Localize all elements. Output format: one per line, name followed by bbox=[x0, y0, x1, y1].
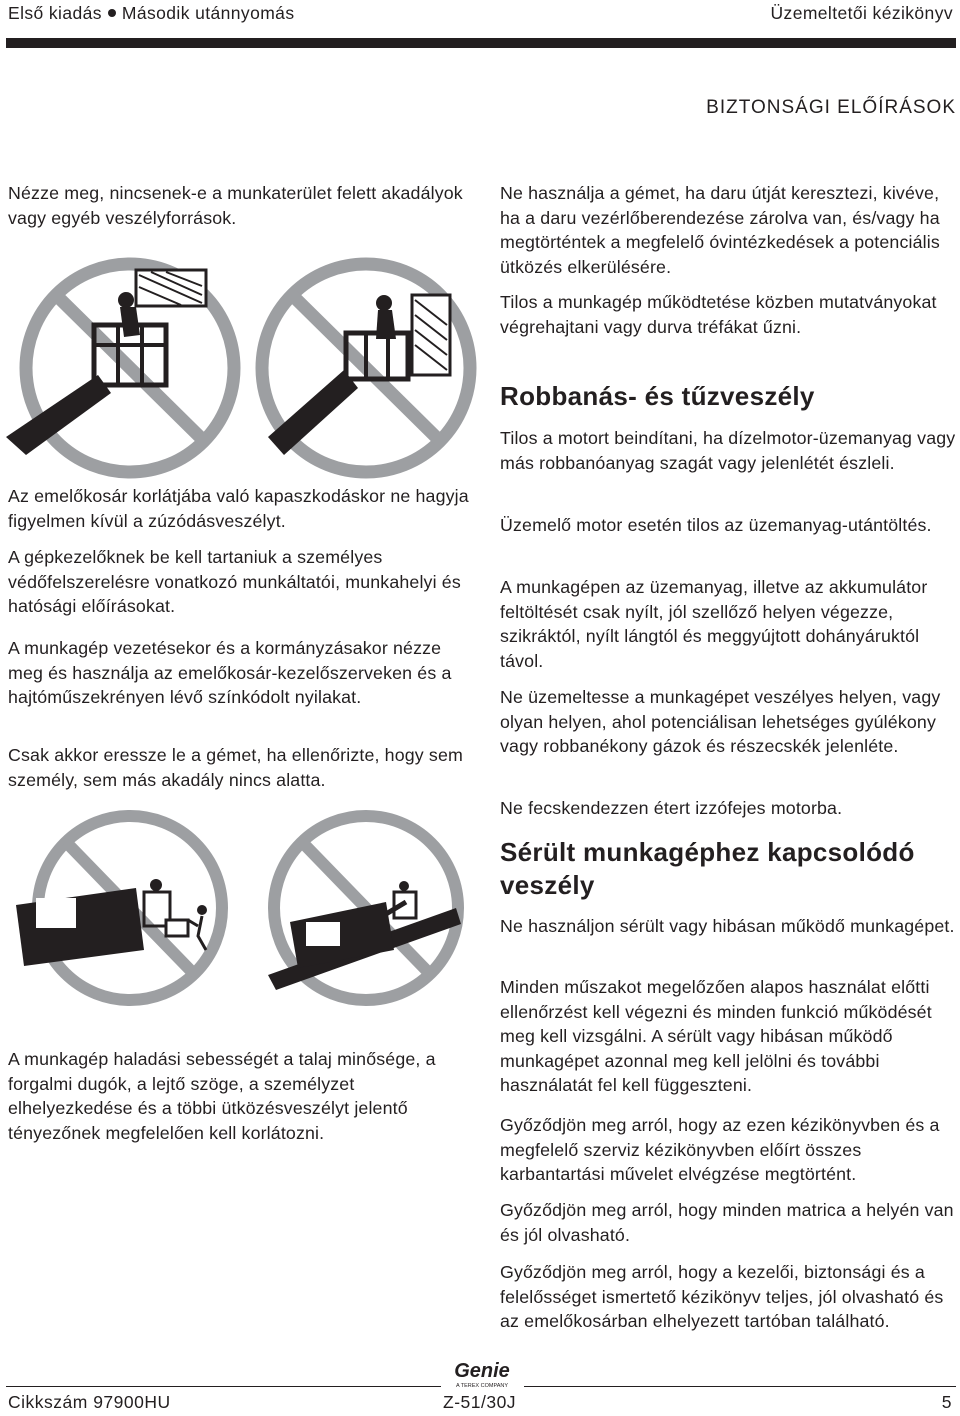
genie-logo bbox=[445, 1358, 520, 1392]
header-edition-reprint: Második utánnyomás bbox=[121, 3, 295, 23]
section-title: BIZTONSÁGI ELŐÍRÁSOK bbox=[706, 97, 956, 118]
paragraph-pre-start-inspection: Minden műszakot megelőzően alapos használat előtti ellenőrzést kell végezni és minden funkció működését meg kell vizsgálni. A sérült vagy hibásan működő munkagépet azonnal meg kell jelölni és további használatát fel kell függeszteni. bbox=[500, 977, 932, 1096]
footer-rule-left bbox=[6, 1386, 441, 1387]
paragraph-protective-equipment: A gépkezelőknek be kell tartaniuk a személyes védőfelszerelésre vonatkozó munkáltatói, munkahelyi és hatósági előírásokat. bbox=[8, 547, 461, 617]
header-edition bbox=[8, 3, 294, 24]
heading-explosion-fire: Robbanás- és tűzveszély bbox=[500, 381, 815, 411]
paragraph-no-damaged-use: Ne használjon sérült vagy hibásan működő munkagépet. bbox=[500, 916, 955, 936]
logo-subline: A TEREX COMPANY bbox=[455, 1383, 509, 1389]
paragraph-railing-crush: Az emelőkosár korlátjába való kapaszkodáskor ne hagyja figyelmen kívül a zúzódásveszélyt. bbox=[8, 486, 469, 531]
paragraph-color-arrows: A munkagép vezetésekor és a kormányzásakor nézze meg és használja az emelőkosár-kezelőszerveken és a hajtóműszekrényen lévő színkódolt nyilakat. bbox=[8, 638, 452, 708]
travel-hazard-illustration bbox=[6, 810, 501, 1015]
paragraph-no-ether: Ne fecskendezzen étert izzófejes motorba. bbox=[500, 798, 843, 818]
paragraph-hazardous-location: Ne üzemeltesse a munkagépet veszélyes helyen, vagy olyan helyen, ahol potenciálisan lehetséges gyúlékony vagy robbanékony gázok és részecskék jelenléte. bbox=[500, 687, 941, 757]
paragraph-no-refuel: Üzemelő motor esetén tilos az üzemanyag-utántöltés. bbox=[500, 515, 932, 535]
paragraph-no-stunts: Tilos a munkagép működtetése közben mutatványokat végrehajtani vagy durva tréfákat űzni. bbox=[500, 292, 937, 337]
paragraph-crane-path: Ne használja a gémet, ha daru útját keresztezi, kivéve, ha a daru vezérlőberendezése zárolva van, és/vagy ha megtörténtek a megfelelő óvintézkedések a potenciális ütközés elkerülésére. bbox=[500, 183, 940, 277]
crush-hazard-illustration bbox=[6, 255, 501, 485]
paragraph-manual-complete: Győződjön meg arról, hogy a kezelői, biztonsági és a felelősséget ismertető kézikönyv teljes, jól olvasható és az emelőkosárban elhelyezett tartóban található. bbox=[500, 1262, 944, 1332]
heading-damaged-machine: Sérült munkagéphez kapcsolódó veszély bbox=[500, 837, 915, 900]
footer-model: Z-51/30J bbox=[443, 1392, 517, 1412]
header-edition-first: Első kiadás bbox=[8, 3, 102, 23]
paragraph-overhead-check: Nézze meg, nincsenek-e a munkaterület felett akadályok vagy egyéb veszélyforrások. bbox=[8, 183, 463, 228]
crushed-worker-in-basket-icon bbox=[6, 270, 206, 455]
paragraph-ventilated-refuel: A munkagépen az üzemanyag, illetve az akkumulátor feltöltését csak nyílt, jól szellőző helyen végezze, szikráktól, nyílt lángtól és meggyújtott dohányáruktól távol. bbox=[500, 577, 928, 671]
paragraph-lowering-boom: Csak akkor eressze le a gémet, ha ellenőrizte, hogy sem személy, sem más akadály nincs alatta. bbox=[8, 745, 463, 790]
footer-page-number: 5 bbox=[941, 1392, 952, 1412]
logo-wordmark: Genie bbox=[454, 1360, 510, 1382]
footer-part-number: Cikkszám 97900HU bbox=[8, 1392, 171, 1412]
footer-rule-right bbox=[524, 1386, 956, 1387]
paragraph-decals: Győződjön meg arról, hogy minden matrica a helyén van és jól olvasható. bbox=[500, 1200, 954, 1245]
paragraph-travel-speed: A munkagép haladási sebességét a talaj minősége, a forgalmi dugók, a lejtő szöge, a személyzet elhelyezkedése és a többi ütközésveszélyt jelentő tényezőnek megfelelően kell korlátozni. bbox=[8, 1049, 436, 1143]
header-manual-title: Üzemeltetői kézikönyv bbox=[770, 3, 953, 23]
header-rule bbox=[6, 38, 956, 48]
paragraph-fuel-odor: Tilos a motort beindítani, ha dízelmotor-üzemanyag vagy más robbanóanyag szagát vagy jelenlétét észleli. bbox=[500, 428, 956, 473]
bullet-icon bbox=[108, 9, 116, 17]
paragraph-maintenance-done: Győződjön meg arról, hogy az ezen kézikönyvben és a megfelelő szerviz kézikönyvben előírt összes karbantartási művelet elvégzése megtörtént. bbox=[500, 1115, 940, 1185]
